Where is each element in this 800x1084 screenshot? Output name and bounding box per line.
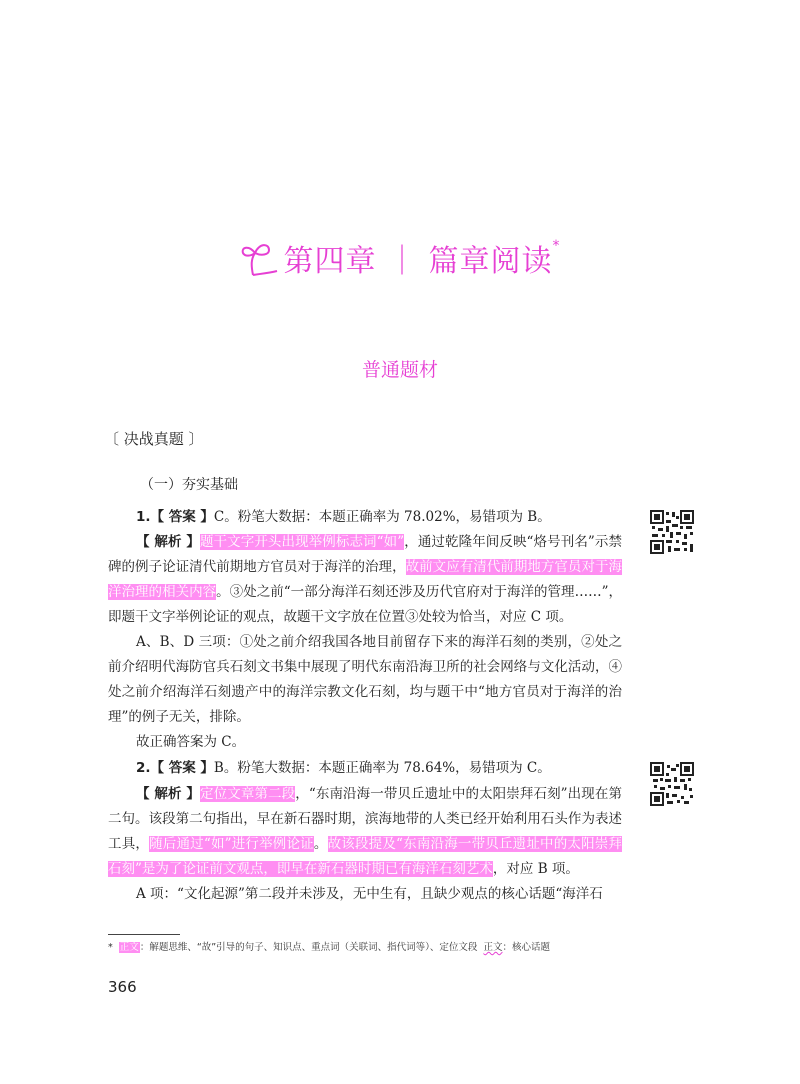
q2-analysis-label: 【 解析 】	[136, 786, 201, 802]
q1-answer-line	[108, 505, 622, 530]
q2-answer-line	[108, 756, 622, 781]
q1-options-analysis: A、B、D 三项：①处之前介绍我国各地目前留存下来的海洋石刻的类别，②处之前介绍明代海防官兵石刻文书集中展现了明代东南沿海卫所的社会网络与文化活动，④处之前介绍海洋石刻遗产中的海洋宗教文化石刻，均与题干中“地方官员对于海洋的治理”的例子无关，排除。	[108, 634, 622, 725]
footnote-wavy-sample: 正文	[483, 942, 503, 953]
q2-answer-label: 2.【 答案 】	[136, 760, 214, 776]
page-number: 366	[108, 978, 137, 996]
q2-option-a: A 项：“文化起源”第二段并未涉及，无中生有，且缺少观点的核心话题“海洋石	[136, 886, 603, 902]
q2-highlight-1: 定位文章第二段	[200, 786, 296, 802]
footnote-mark: *	[108, 942, 113, 953]
footnote	[108, 939, 550, 953]
qr-code-icon[interactable]	[650, 510, 694, 554]
footnote-text: ：解题思维、“故”引导的句子、知识点、重点词（关联词、指代词等）、定位文段	[139, 942, 478, 953]
q1-answer-label: 1.【 答案 】	[136, 509, 214, 525]
footnote-rule	[108, 934, 180, 935]
sub-heading: （一）夯实基础	[140, 477, 238, 493]
chapter-mark: *	[552, 238, 561, 254]
q1-analysis	[108, 530, 622, 630]
qr-code-icon[interactable]	[650, 762, 694, 806]
bracket-heading: 〔 决战真题 〕	[104, 430, 204, 448]
q2-highlight-3: 故该段提及“东南沿海一带贝丘遗址中的太阳崇拜石刻”是为了论证前文观点，即早在新石器时期已有海洋石刻艺术	[108, 836, 623, 877]
chapter-title-text: 第四章 ｜ 篇章阅读	[283, 244, 553, 279]
chapter-title	[0, 236, 800, 285]
footnote-highlight-sample: 正文	[119, 942, 139, 953]
q1-analysis-label: 【 解析 】	[136, 534, 200, 550]
q1-conclusion: 故正确答案为 C。	[136, 734, 246, 750]
footnote-tail: ：核心话题	[502, 942, 550, 953]
q2-answer-text: B。粉笔大数据：本题正确率为 78.64%，易错项为 C。	[213, 760, 551, 776]
q2-highlight-2: 随后通过“如”进行举例论证	[149, 836, 314, 852]
q1-text-2: 。③处之前“一部分海洋石刻还涉及历代官府对于海洋的管理……”，即题干文字举例论证的观点，故题干文字放在位置③处较为恰当，对应 C 项。	[108, 584, 622, 625]
q1-highlight-1: 题干文字开头出现举例标志词“如”	[199, 534, 405, 550]
sprout-icon	[239, 241, 279, 285]
q2-text-2: 。	[313, 836, 328, 852]
q2-text-3: ，对应 B 项。	[492, 861, 579, 877]
q1-answer-text: C。粉笔大数据：本题正确率为 78.02%，易错项为 B。	[213, 509, 551, 525]
q2-analysis	[108, 782, 622, 882]
q2-text-1: ，“东南沿海一带贝丘遗址中的太阳崇拜石刻”出现在第二句。该段第二句指出，早在新石器时期，滨海地带的人类已经开始利用石头作为表述工具，	[108, 786, 622, 852]
q1-highlight-2: 故前文应有清代前期地方官员对于海洋治理的相关内容	[108, 559, 623, 600]
q1-text-1: ，通过乾隆年间反映“烙号刊名”示禁碑的例子论证清代前期地方官员对于海洋的治理，	[108, 534, 622, 575]
section-title: 普通题材	[361, 359, 438, 381]
